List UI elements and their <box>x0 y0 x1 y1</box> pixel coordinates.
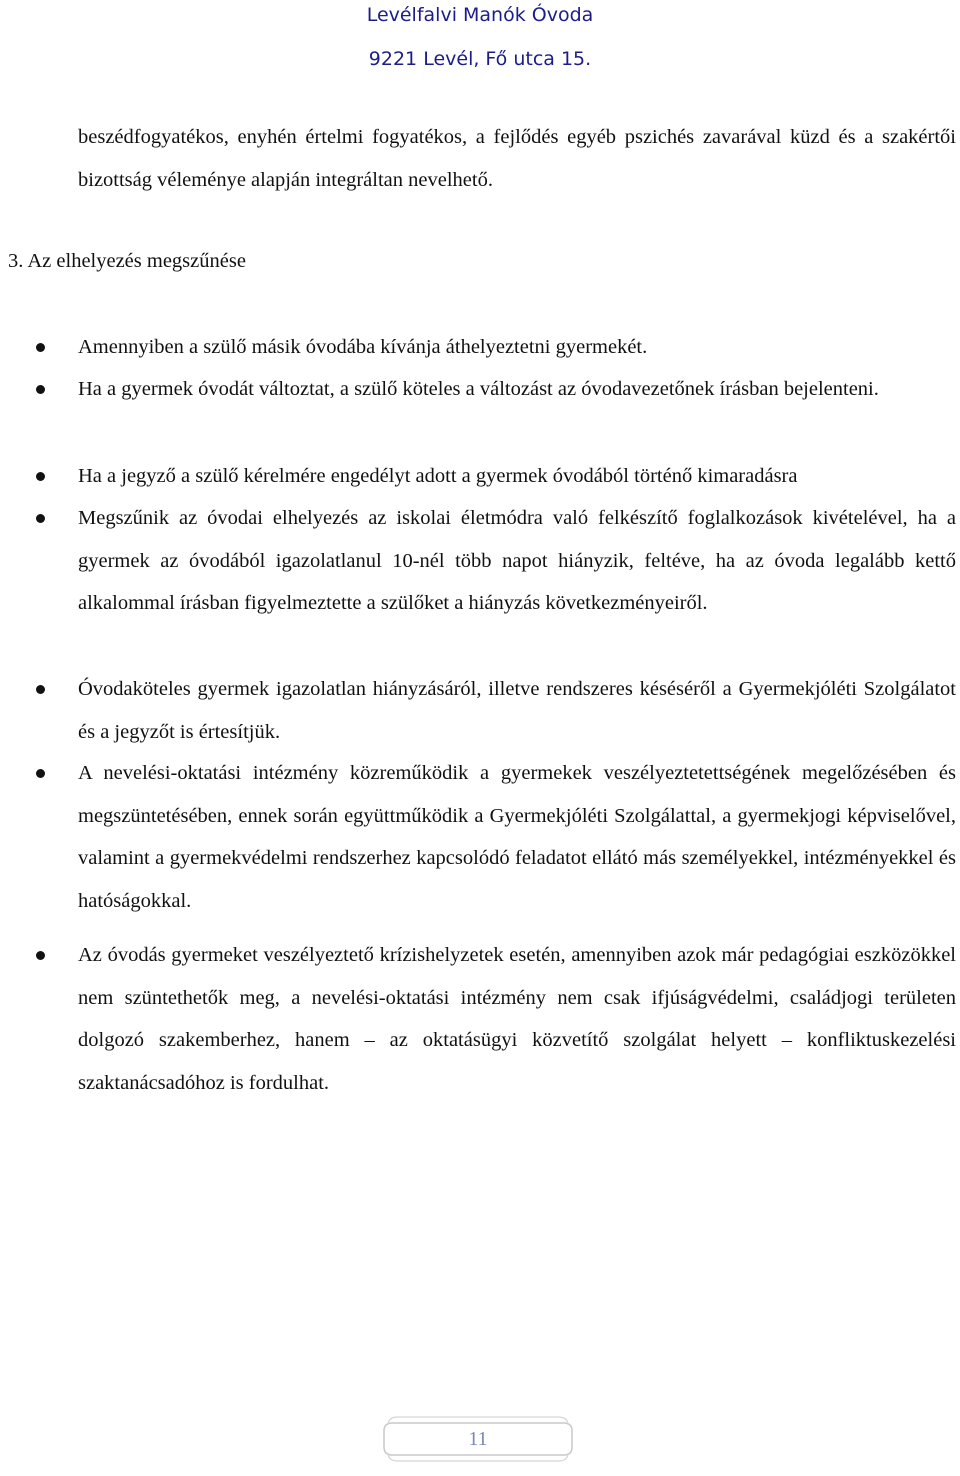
list-item: Ha a gyermek óvodát változtat, a szülő köteles a változást az óvodavezetőnek írásban bejelenteni. <box>78 368 956 411</box>
intro-paragraph: beszédfogyatékos, enyhén értelmi fogyatékos, a fejlődés egyéb pszichés zavarával küzd és a szakértői bizottság véleménye alapján integráltan nevelhető. <box>78 126 956 191</box>
list-item: Ha a jegyző a szülő kérelmére engedélyt adott a gyermek óvodából történő kimaradásra <box>78 455 956 498</box>
list-item: Óvodaköteles gyermek igazolatlan hiányzásáról, illetve rendszeres késéséről a Gyermekjóléti Szolgálatot és a jegyzőt is értesítjük. <box>78 668 956 753</box>
list-item: Az óvodás gyermeket veszélyeztető krízishelyzetek esetén, amennyiben azok már pedagógiai eszközökkel nem szüntethetők meg, a nevelési-oktatási intézmény nem csak ifjúságvédelmi, családjogi területen dolgozó szakemberhez, hanem – az oktatásügyi közvetítő szolgálat helyett – konfliktuskezelési szaktanácsadóhoz is fordulhat. <box>78 934 956 1104</box>
header-address: 9221 Levél, Fő utca 15. <box>368 48 592 70</box>
page-number-frame <box>378 1413 578 1465</box>
list-item: Amennyiben a szülő másik óvodába kívánja áthelyeztetni gyermekét. <box>78 326 956 369</box>
section-heading: 3. Az elhelyezés megszűnése <box>8 250 246 272</box>
list-item: A nevelési-oktatási intézmény közreműködik a gyermekek veszélyeztetettségének megelőzésében és megszüntetésében, ennek során együttműködik a Gyermekjóléti Szolgálattal, a gyermekjogi képviselővel, valamint a gyermekvédelmi rendszerhez kapcsolódó feladatot ellátó más személyekkel, intézményekkel és hatóságokkal. <box>78 752 956 922</box>
page-number: 11 <box>468 1428 488 1450</box>
header-title: Levélfalvi Manók Óvoda <box>366 4 594 26</box>
list-item: Megszűnik az óvodai elhelyezés az iskolai életmódra való felkészítő foglalkozások kivételével, ha a gyermek az óvodából igazolatlanul 10-nél több napot hiányzik, feltéve, ha az óvoda legalább kettő alkalommal írásban figyelmeztette a szülőket a hiányzás következményeiről. <box>78 497 956 625</box>
